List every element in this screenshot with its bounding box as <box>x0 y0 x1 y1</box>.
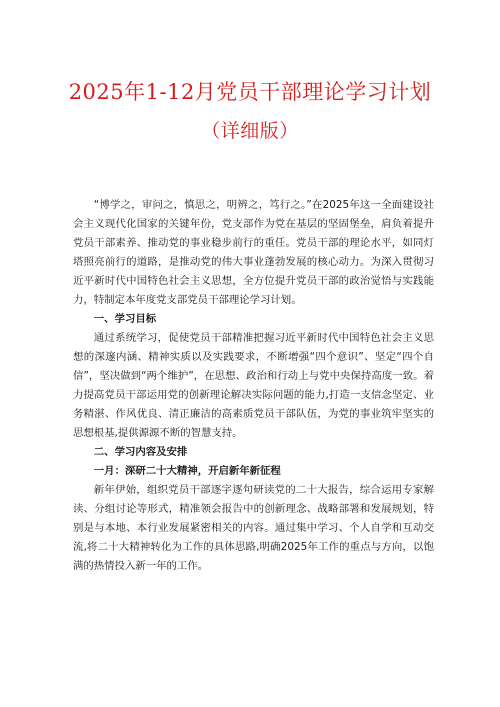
section-heading-content: 二、学习内容及安排 <box>93 446 188 458</box>
goals-paragraph: 通过系统学习，促使党员干部精准把握习近平新时代中国特色社会主义思想的深邃内涵、精神实质以及实践要求，不断增强“四个意识”、坚定“四个自信”，坚决做到“两个维护”，在思想、政治和行动上与党中央保持高度一致。着力提高党员干部运用党的创新理论解决实际问题的能力,打造一支信念坚定、业务精湛、作风优良、清正廉洁的高素质党员干部队伍，为党的事业筑牢坚实的思想根基,提供源源不断的智慧支持。 <box>73 332 434 439</box>
month-heading-january: 一月：深研二十大精神，开启新年新征程 <box>93 465 281 477</box>
intro-paragraph: “博学之，审问之，慎思之，明辨之，笃行之。”在2025年这一全面建设社会主义现代化国家的关键年份，党支部作为党在基层的坚固堡垒，肩负着提升党员干部素养、推动党的事业稳步前行的重任。党员干部的理论水平，如同灯塔照亮前行的道路，是推动党的伟大事业蓬勃发展的核心动力。为深入贯彻习近平新时代中国特色社会主义思想，全方位提升党员干部的政治觉悟与实践能力，特制定本年度党支部党员干部理论学习计划。 <box>73 199 434 306</box>
document-subtitle: （详细版） <box>201 120 299 142</box>
january-paragraph: 新年伊始，组织党员干部逐字逐句研读党的二十大报告，综合运用专家解读、分组讨论等形式，精准领会报告中的创新理念、战略部署和发展规划，特别是与本地、本行业发展紧密相关的内容。通过集中学习、个人自学和互动交流,将二十大精神转化为工作的具体思路,明确2025年工作的重点与方向，以饱满的热情投入新一年的工作。 <box>73 484 434 572</box>
document-title: 2025年1-12月党员干部理论学习计划 <box>68 80 432 104</box>
document-body <box>73 196 434 576</box>
section-heading-goals: 一、学习目标 <box>93 313 157 325</box>
